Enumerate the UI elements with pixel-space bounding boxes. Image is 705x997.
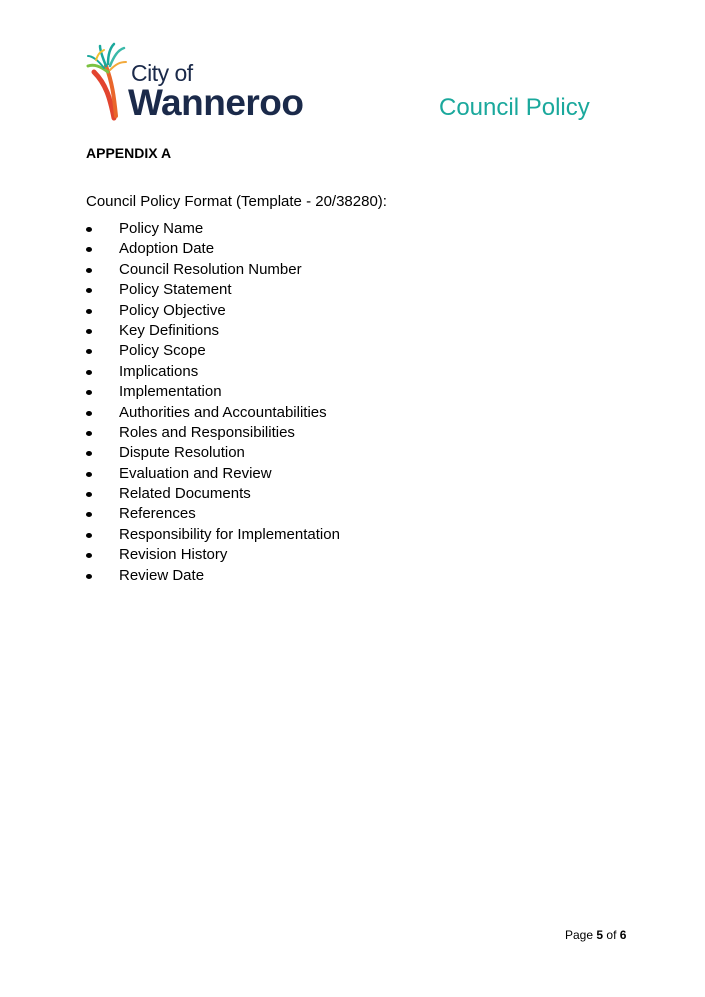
- list-item: Dispute Resolution: [86, 443, 340, 463]
- page-current: 5: [596, 928, 604, 942]
- list-item: Review Date: [86, 566, 340, 586]
- bullet-icon: [86, 309, 92, 314]
- list-item: Policy Statement: [86, 280, 340, 300]
- page-of-label: of: [606, 928, 617, 942]
- page-header-title: Council Policy: [439, 94, 590, 121]
- list-item: Evaluation and Review: [86, 464, 340, 484]
- bullet-icon: [86, 390, 92, 395]
- list-item: Policy Name: [86, 219, 340, 239]
- bullet-icon: [86, 329, 92, 334]
- bullet-icon: [86, 533, 92, 538]
- bullet-icon: [86, 574, 92, 579]
- list-item: References: [86, 504, 340, 524]
- bullet-icon: [86, 247, 92, 252]
- list-item: Council Resolution Number: [86, 260, 340, 280]
- list-item: Authorities and Accountabilities: [86, 403, 340, 423]
- bullet-icon: [86, 268, 92, 273]
- bullet-icon: [86, 370, 92, 375]
- list-item: Key Definitions: [86, 321, 340, 341]
- appendix-heading: APPENDIX A: [86, 145, 172, 161]
- logo-text-wanneroo: Wanneroo: [128, 82, 304, 123]
- page-number: [565, 928, 626, 942]
- city-of-wanneroo-logo: [84, 42, 304, 122]
- bullet-icon: [86, 431, 92, 436]
- list-item: Implementation: [86, 382, 340, 402]
- bullet-icon: [86, 512, 92, 517]
- bullet-icon: [86, 492, 92, 497]
- list-item: Adoption Date: [86, 239, 340, 259]
- bullet-icon: [86, 472, 92, 477]
- list-item: Related Documents: [86, 484, 340, 504]
- page-total: 6: [619, 928, 627, 942]
- appendix-intro: Council Policy Format (Template - 20/38280):: [86, 193, 387, 210]
- policy-format-list: [86, 219, 340, 586]
- bullet-icon: [86, 451, 92, 456]
- bullet-icon: [86, 411, 92, 416]
- bullet-icon: [86, 553, 92, 558]
- bullet-icon: [86, 227, 92, 232]
- list-item: Responsibility for Implementation: [86, 525, 340, 545]
- list-item: Policy Objective: [86, 301, 340, 321]
- list-item: Implications: [86, 362, 340, 382]
- bullet-icon: [86, 288, 92, 293]
- page-label: Page: [565, 928, 594, 942]
- list-item: Roles and Responsibilities: [86, 423, 340, 443]
- bullet-icon: [86, 349, 92, 354]
- logo-text-city-of: City of: [131, 60, 193, 86]
- list-item: Revision History: [86, 545, 340, 565]
- list-item: Policy Scope: [86, 341, 340, 361]
